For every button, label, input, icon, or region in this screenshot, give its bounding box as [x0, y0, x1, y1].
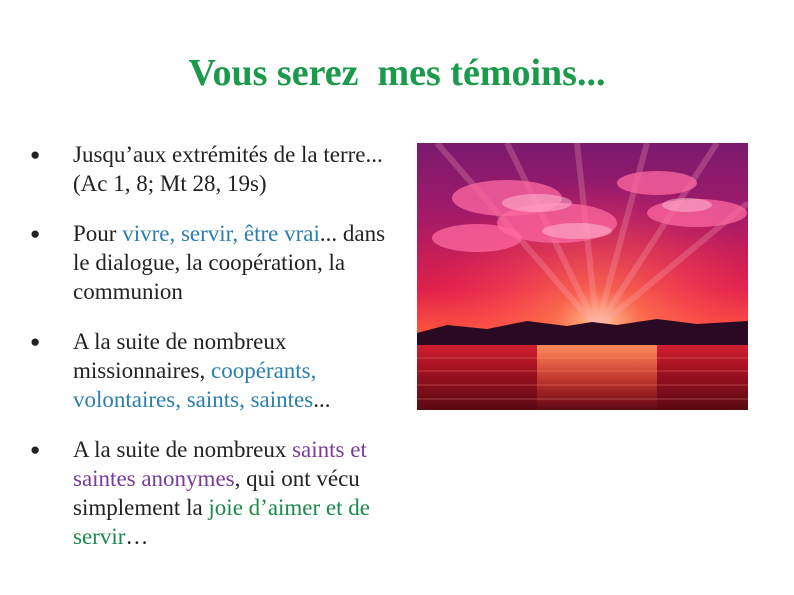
bullet-text-segment: Jusqu’aux extrémités de la terre... (Ac 1, 8; Mt 28, 19s)	[73, 142, 383, 196]
bullet-text	[73, 437, 370, 549]
bullet-item	[30, 219, 405, 306]
bullet-highlight-text: vivre, servir, être vrai	[122, 221, 320, 246]
bullet-text-segment: ...	[313, 387, 331, 412]
sunset-over-sea-photo	[417, 143, 748, 410]
bullet-item	[30, 140, 405, 198]
bullet-text-segment: Pour	[73, 221, 123, 246]
bullet-item	[30, 435, 405, 551]
bullet-text	[73, 221, 385, 304]
bullet-dot-icon: ●	[30, 224, 41, 243]
bullet-list	[30, 140, 405, 572]
bullet-text	[73, 142, 383, 196]
bullet-dot-icon: ●	[30, 440, 41, 459]
bullet-text-segment: …	[125, 524, 149, 549]
bullet-dot-icon: ●	[30, 332, 41, 351]
bullet-text	[73, 329, 330, 412]
bullet-text-segment: ... dans le dialogue, la coopération, la communion	[73, 221, 386, 304]
bullet-text-segment: , qui ont vécu simplement la	[73, 466, 360, 520]
bullet-item	[30, 327, 405, 414]
bullet-highlight-text: saints et saintes anonymes	[73, 437, 367, 491]
bullet-text-segment: A la suite de nombreux	[73, 437, 293, 462]
bullet-dot-icon: ●	[30, 145, 41, 164]
bullet-text-segment: A la suite de nombreux missionnaires,	[73, 329, 287, 383]
bullet-highlight-text: joie d’aimer et de servir	[73, 495, 370, 549]
bullet-highlight-text: coopérants, volontaires, saints, saintes	[73, 358, 317, 412]
slide-title: Vous serez mes témoins...	[188, 52, 606, 94]
